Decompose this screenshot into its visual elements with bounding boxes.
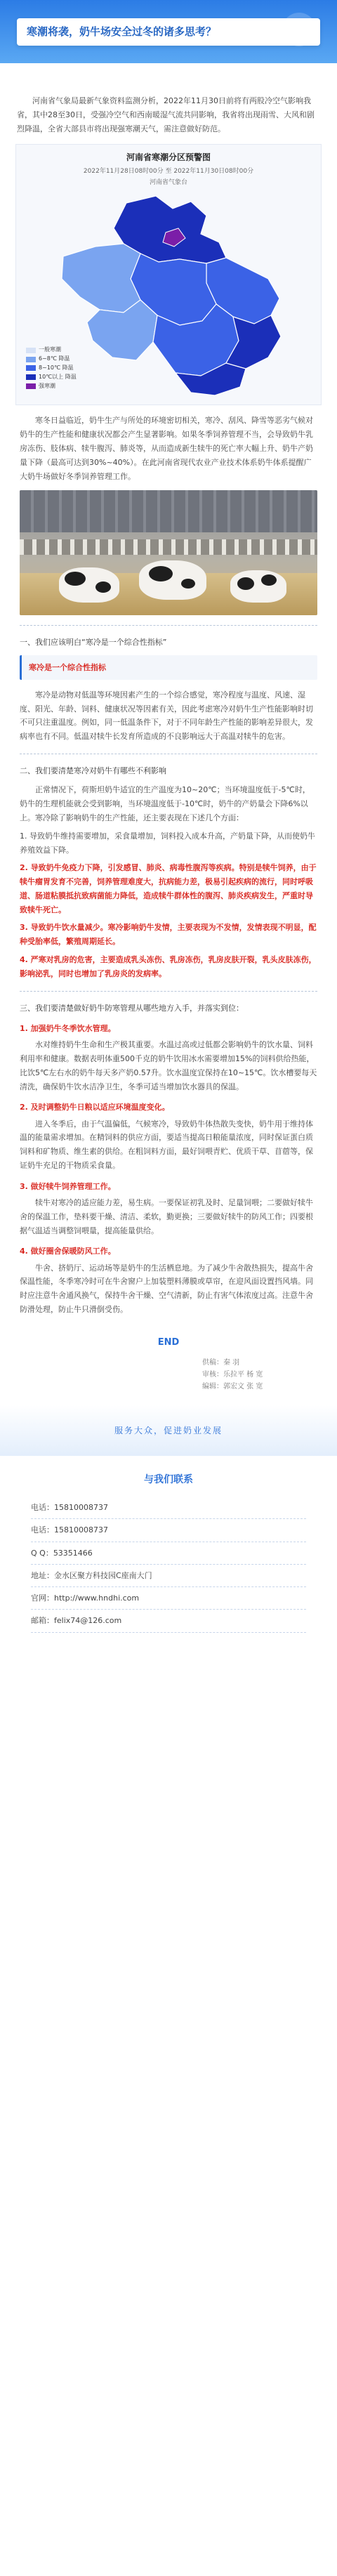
- list-item: 3. 导致奶牛饮水量减少。寒冷影响奶牛发情，主要表现为不发情，发情表现不明显，配种受胎率低，繁殖周期延长。: [20, 923, 317, 947]
- contact-qq: Q Q：53351466: [31, 1542, 306, 1565]
- legend-swatch: [26, 365, 36, 371]
- map-org: 河南省气象台: [149, 179, 187, 187]
- calf-figure: [230, 570, 286, 603]
- body-paragraph: 犊牛对寒冷的适应能力差，易生病。一要保证初乳及时、足量饲喂；二要做好犊牛舍的保温工作，垫料要干燥、清洁、柔软，勤更换；三要做好犊牛的防风工作；四要根据气温适当调整饲喂量，提高能量供给。: [20, 1198, 313, 1235]
- list-item: 1. 导致奶牛维持需要增加，采食量增加，饲料投入成本升高，产奶量下降，从而使奶牛养殖效益下降。: [20, 831, 315, 855]
- body-paragraph: 牛舍、挤奶厅、运动场等是奶牛的生活栖息地。为了减少牛舍散热损失，提高牛舍保温性能，冬季寒冷时可在牛舍窗户上加装塑料薄膜或草帘，在迎风面设置挡风墙。同时应注意牛舍通风换气，保持牛舍干燥、空气清新，防止有害气体浓度过高。注意牛舍防滑处理，防止牛只滑倒受伤。: [20, 1263, 313, 1315]
- sub-heading: 1. 加强奶牛冬季饮水管理。: [20, 1023, 116, 1033]
- contact-phone: 电话：15810008737: [31, 1497, 306, 1519]
- contact-email[interactable]: 邮箱：felix74@126.com: [31, 1610, 306, 1632]
- sub-heading: 3. 做好犊牛饲养管理工作。: [20, 1181, 116, 1191]
- legend-item: 强寒潮: [26, 382, 77, 391]
- page-title: 寒潮将袭，奶牛场安全过冬的诸多思考？: [27, 25, 217, 38]
- body-paragraph: 进入冬季后，由于气温偏低，气候寒冷，导致奶牛体热散失变快，奶牛用于维持体温的能量需求增加。在精饲料的供应方面，要适当提高日粮能量浓度，同时保证蛋白质饲料和矿物质、维生素的供给。在粗饲料方面，最好饲喂青贮、优质干草、苜蓿等，保证奶牛充足的干物质采食量。: [20, 1119, 313, 1170]
- barn-roof: [20, 490, 317, 532]
- credit-line: 编辑：郭宏文 张 宽: [202, 1382, 263, 1391]
- legend-item: 10℃以上 降温: [26, 373, 77, 382]
- contact-phone: 电话：15810008737: [31, 1519, 306, 1542]
- credit-line: 供稿：秦 羽: [202, 1358, 240, 1367]
- map-legend: [26, 346, 77, 390]
- callout-box: [20, 655, 317, 680]
- section-divider: [20, 991, 317, 992]
- legend-swatch: [26, 383, 36, 389]
- credits-block: [202, 1357, 308, 1393]
- callout-text: 寒冷是一个综合性指标: [29, 662, 106, 672]
- map-subtitle: 2022年11月28日08时00分 至 2022年11月30日08时00分: [83, 168, 254, 176]
- section-heading: 二、我们要清楚寒冷对奶牛有哪些不利影响: [20, 766, 166, 776]
- list-item: 2. 导致奶牛免疫力下降，引发感冒、肺炎、病毒性腹泻等疾病。特别是犊牛饲养，由于犊牛瘤胃发育不完善，饲养管理难度大，抗病能力差，极易引起疾病的流行，同时呼吸道、肠道粘膜抵抗致病菌能力降低，造成犊牛群体性的腹泻、肺炎疾病发生，严重时导致犊牛死亡。: [20, 863, 317, 914]
- slogan: 服务大众，促进奶业发展: [114, 1425, 223, 1435]
- warning-map: [15, 144, 322, 405]
- calf-figure: [59, 567, 119, 603]
- calf-figure: [139, 560, 206, 600]
- hero-banner: [0, 0, 337, 63]
- footer-banner: [0, 1405, 337, 1456]
- legend-item: 8~10℃ 降温: [26, 364, 77, 373]
- body-paragraph: 正常情况下，荷斯坦奶牛适宜的生产温度为10~20℃；当环境温度低于-5℃时，奶牛的生理机能就会受到影响，当环境温度低于-10℃时，奶牛的产奶量会下降6%以上。寒冷除了影响奶牛的生产性能，还主要表现在下述几个方面：: [20, 785, 310, 822]
- sub-heading: 2. 及时调整奶牛日粮以适应环境温度变化。: [20, 1103, 170, 1112]
- contact-address: 地址：金水区聚方科技园C座南大门: [31, 1565, 306, 1587]
- legend-item: 6~8℃ 降温: [26, 355, 77, 364]
- contact-title: 与我们联系: [144, 1473, 193, 1485]
- section-heading: 一、我们应该明白“寒冷是一个综合性指标”: [20, 638, 167, 648]
- content-body: [20, 414, 317, 483]
- map-title: 河南省寒潮分区预警图: [126, 152, 211, 163]
- legend-swatch: [26, 348, 36, 353]
- section-divider: [20, 625, 317, 626]
- calf-barn-photo: [20, 490, 317, 615]
- credit-line: 审核：乐拉平 杨 宽: [202, 1370, 263, 1379]
- end-marker: END: [157, 1336, 180, 1348]
- title-card: [17, 18, 320, 46]
- map-region-west: [62, 244, 140, 313]
- body-paragraph: 寒冷是动物对低温等环境因素产生的一个综合感觉，寒冷程度与温度、风速、湿度、阳光、年龄、饲料、健康状况等因素有关，因此考虑寒冷对奶牛生产性能影响时切不可只注重温度。例如，同一低温条件下，对于不同年龄生产性能的影响差异很大，发病率也有不同。低温对犊牛长发育所造成的不良影响远大于高温对犊牛的危害。: [20, 690, 313, 742]
- contact-website[interactable]: 官网：http://www.hndhi.com: [31, 1587, 306, 1610]
- body-paragraph: 水对维持奶牛生命和生产极其重要。水温过高或过低都会影响奶牛的饮水量、饲料利用率和健康。数据表明体重500千克的奶牛饮用冰水需要增加15%的饲料供给热能，比饮5℃左右水的奶牛每天多产奶0.57升。饮水温度宜保持在10~15℃。饮水槽要每天清洗，确保奶牛饮水洁净卫生，冬季可适当增加饮水器具的保温。: [20, 1040, 317, 1091]
- body-paragraph: 寒冬日益临近，奶牛生产与所处的环境密切相关，寒冷、刮风、降雪等恶劣气候对奶牛的生产性能和健康状况都会产生显著影响。如果冬季饲养管理不当，会导致奶牛乳房冻伤、肢体病、犊牛腹泻、肺炎等，从而造成新生犊牛的死亡率大幅上升、奶牛产奶量下降（最高可达到30%~40%）。在此河南省现代农业产业技术体系奶牛体系提醒广大奶牛场做好冬季饲养管理工作。: [20, 416, 313, 481]
- legend-swatch: [26, 374, 36, 380]
- barn-fence: [20, 539, 317, 555]
- list-item: 4. 严寒对乳房的危害，主要造成乳头冻伤、乳房冻伤，乳房皮肤开裂，乳头皮肤冻伤，影响泌乳，同时也增加了乳房炎的发病率。: [20, 955, 317, 978]
- legend-swatch: [26, 357, 36, 362]
- legend-item: 一般寒潮: [26, 346, 77, 355]
- section-heading: 三、我们要清楚做好奶牛防寒管理从哪些地方入手，并落实到位：: [20, 1003, 244, 1013]
- sub-heading: 4. 做好圈舍保暖防风工作。: [20, 1247, 116, 1256]
- intro-paragraph: 河南省气象局最新气象资料监测分析，2022年11月30日前将有两股冷空气影响我省，其中28至30日，受强冷空气和西南暖湿气流共同影响，我省将出现雨雪、大风和剧烈降温，全省大部县市将出现强寒潮天气，需注意做好防范。: [17, 96, 315, 133]
